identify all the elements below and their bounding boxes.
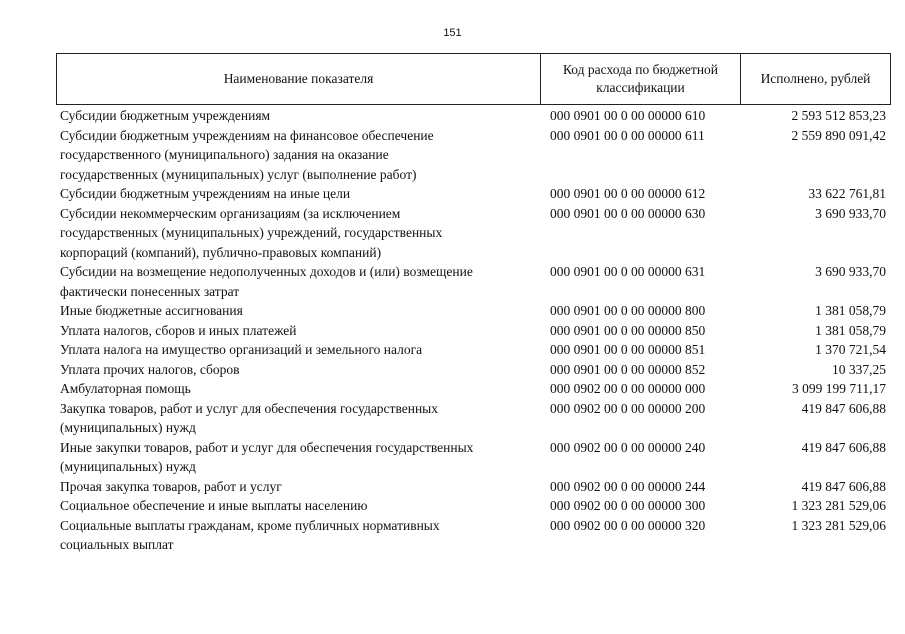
row-name-line: Социальное обеспечение и иные выплаты населению	[60, 498, 368, 513]
row-code: 000 0901 00 0 00 00000 610	[550, 108, 706, 123]
table-row	[60, 262, 886, 301]
table-row	[60, 360, 886, 380]
header-code-line2: классификации	[596, 80, 685, 95]
row-name	[60, 106, 550, 126]
table-row	[60, 399, 886, 438]
row-name-line: государственных (муниципальных) учреждений, государственных	[60, 225, 443, 240]
row-code: 000 0902 00 0 00 00000 240	[550, 439, 706, 455]
row-name-line: Прочая закупка товаров, работ и услуг	[60, 478, 282, 494]
row-name-line: Субсидии бюджетным учреждениям на финансовое обеспечение	[60, 127, 434, 143]
row-code: 000 0902 00 0 00 00000 200	[550, 400, 706, 416]
table-row	[60, 438, 886, 477]
row-name-line: государственных (муниципальных) услуг (выполнение работ)	[60, 166, 417, 182]
row-name	[60, 204, 550, 263]
row-code: 000 0901 00 0 00 00000 630	[550, 205, 706, 221]
row-sum: 2 559 890 091,42	[791, 127, 886, 143]
table-row	[60, 379, 886, 399]
table-header	[56, 53, 891, 105]
table-row	[60, 340, 886, 360]
row-name	[60, 321, 550, 341]
row-name	[60, 516, 550, 555]
row-name-line: Закупка товаров, работ и услуг для обеспечения государственных	[60, 400, 439, 416]
table-row	[60, 301, 886, 321]
row-name	[60, 262, 550, 301]
row-name-line: Иные закупки товаров, работ и услуг для обеспечения государственных	[60, 439, 474, 455]
row-name	[60, 301, 550, 321]
row-sum: 419 847 606,88	[801, 400, 886, 416]
row-code: 000 0901 00 0 00 00000 800	[550, 303, 706, 318]
row-code: 000 0902 00 0 00 00000 300	[550, 498, 706, 513]
row-sum: 3 690 933,70	[815, 205, 886, 221]
row-name-line: государственного (муниципального) задания на оказание	[60, 147, 389, 162]
row-sum: 1 323 281 529,06	[791, 517, 886, 533]
row-name-line: Субсидии на возмещение недополученных доходов и (или) возмещение	[60, 264, 473, 279]
row-name-line: Социальные выплаты гражданам, кроме публичных нормативных	[60, 517, 440, 533]
row-name	[60, 477, 550, 497]
row-sum: 1 381 058,79	[815, 303, 886, 318]
row-name-line: (муниципальных) нужд	[60, 420, 196, 435]
row-sum: 3 099 199 711,17	[792, 381, 886, 396]
row-sum: 1 323 281 529,06	[791, 498, 886, 513]
row-name	[60, 126, 550, 185]
row-name-line: фактически понесенных затрат	[60, 283, 240, 299]
row-name-line: Субсидии бюджетным учреждениям	[60, 108, 271, 123]
header-code-column	[541, 54, 741, 104]
row-name-line: социальных выплат	[60, 537, 174, 552]
row-name-line: Уплата прочих налогов, сборов	[60, 361, 240, 377]
row-sum: 419 847 606,88	[801, 439, 886, 455]
row-code: 000 0901 00 0 00 00000 611	[550, 127, 705, 143]
row-name	[60, 360, 550, 380]
row-sum: 3 690 933,70	[815, 264, 886, 279]
row-code: 000 0901 00 0 00 00000 851	[550, 342, 706, 357]
table-row	[60, 321, 886, 341]
row-code: 000 0901 00 0 00 00000 631	[550, 264, 706, 279]
row-name-line: Уплата налога на имущество организаций и земельного налога	[60, 342, 423, 357]
row-name-line: Иные бюджетные ассигнования	[60, 303, 243, 318]
row-code: 000 0902 00 0 00 00000 244	[550, 478, 706, 494]
row-name-line: Субсидии бюджетным учреждениям на иные цели	[60, 186, 351, 201]
table-row	[60, 477, 886, 497]
row-code: 000 0902 00 0 00 00000 000	[550, 381, 706, 396]
header-sum-column: Исполнено, рублей	[760, 71, 871, 86]
row-sum: 419 847 606,88	[801, 478, 886, 494]
row-name	[60, 340, 550, 360]
table-row	[60, 516, 886, 555]
row-code: 000 0901 00 0 00 00000 852	[550, 361, 706, 377]
page-number: 151	[443, 27, 462, 39]
table-row	[60, 106, 886, 126]
row-name	[60, 379, 550, 399]
table-row	[60, 184, 886, 204]
row-name-line: корпораций (компаний), публично-правовых компаний)	[60, 244, 382, 260]
row-code: 000 0902 00 0 00 00000 320	[550, 517, 706, 533]
row-name-line: (муниципальных) нужд	[60, 459, 196, 474]
header-name-column: Наименование показателя	[57, 54, 541, 104]
table-row	[60, 204, 886, 263]
table-row	[60, 126, 886, 185]
header-code-line1: Код расхода по бюджетной	[562, 62, 719, 77]
row-sum: 33 622 761,81	[808, 186, 886, 201]
row-name	[60, 438, 550, 477]
table-body	[60, 106, 886, 555]
row-sum: 1 370 721,54	[815, 342, 886, 357]
row-name	[60, 184, 550, 204]
row-code: 000 0901 00 0 00 00000 612	[550, 186, 706, 201]
row-name	[60, 496, 550, 516]
row-name-line: Амбулаторная помощь	[60, 381, 191, 396]
row-name-line: Уплата налогов, сборов и иных платежей	[60, 322, 297, 338]
row-sum: 10 337,25	[832, 361, 886, 377]
row-name-line: Субсидии некоммерческим организациям (за исключением	[60, 205, 401, 221]
row-code: 000 0901 00 0 00 00000 850	[550, 322, 706, 338]
row-sum: 1 381 058,79	[815, 322, 886, 338]
table-row	[60, 496, 886, 516]
row-name	[60, 399, 550, 438]
row-sum: 2 593 512 853,23	[791, 108, 886, 123]
